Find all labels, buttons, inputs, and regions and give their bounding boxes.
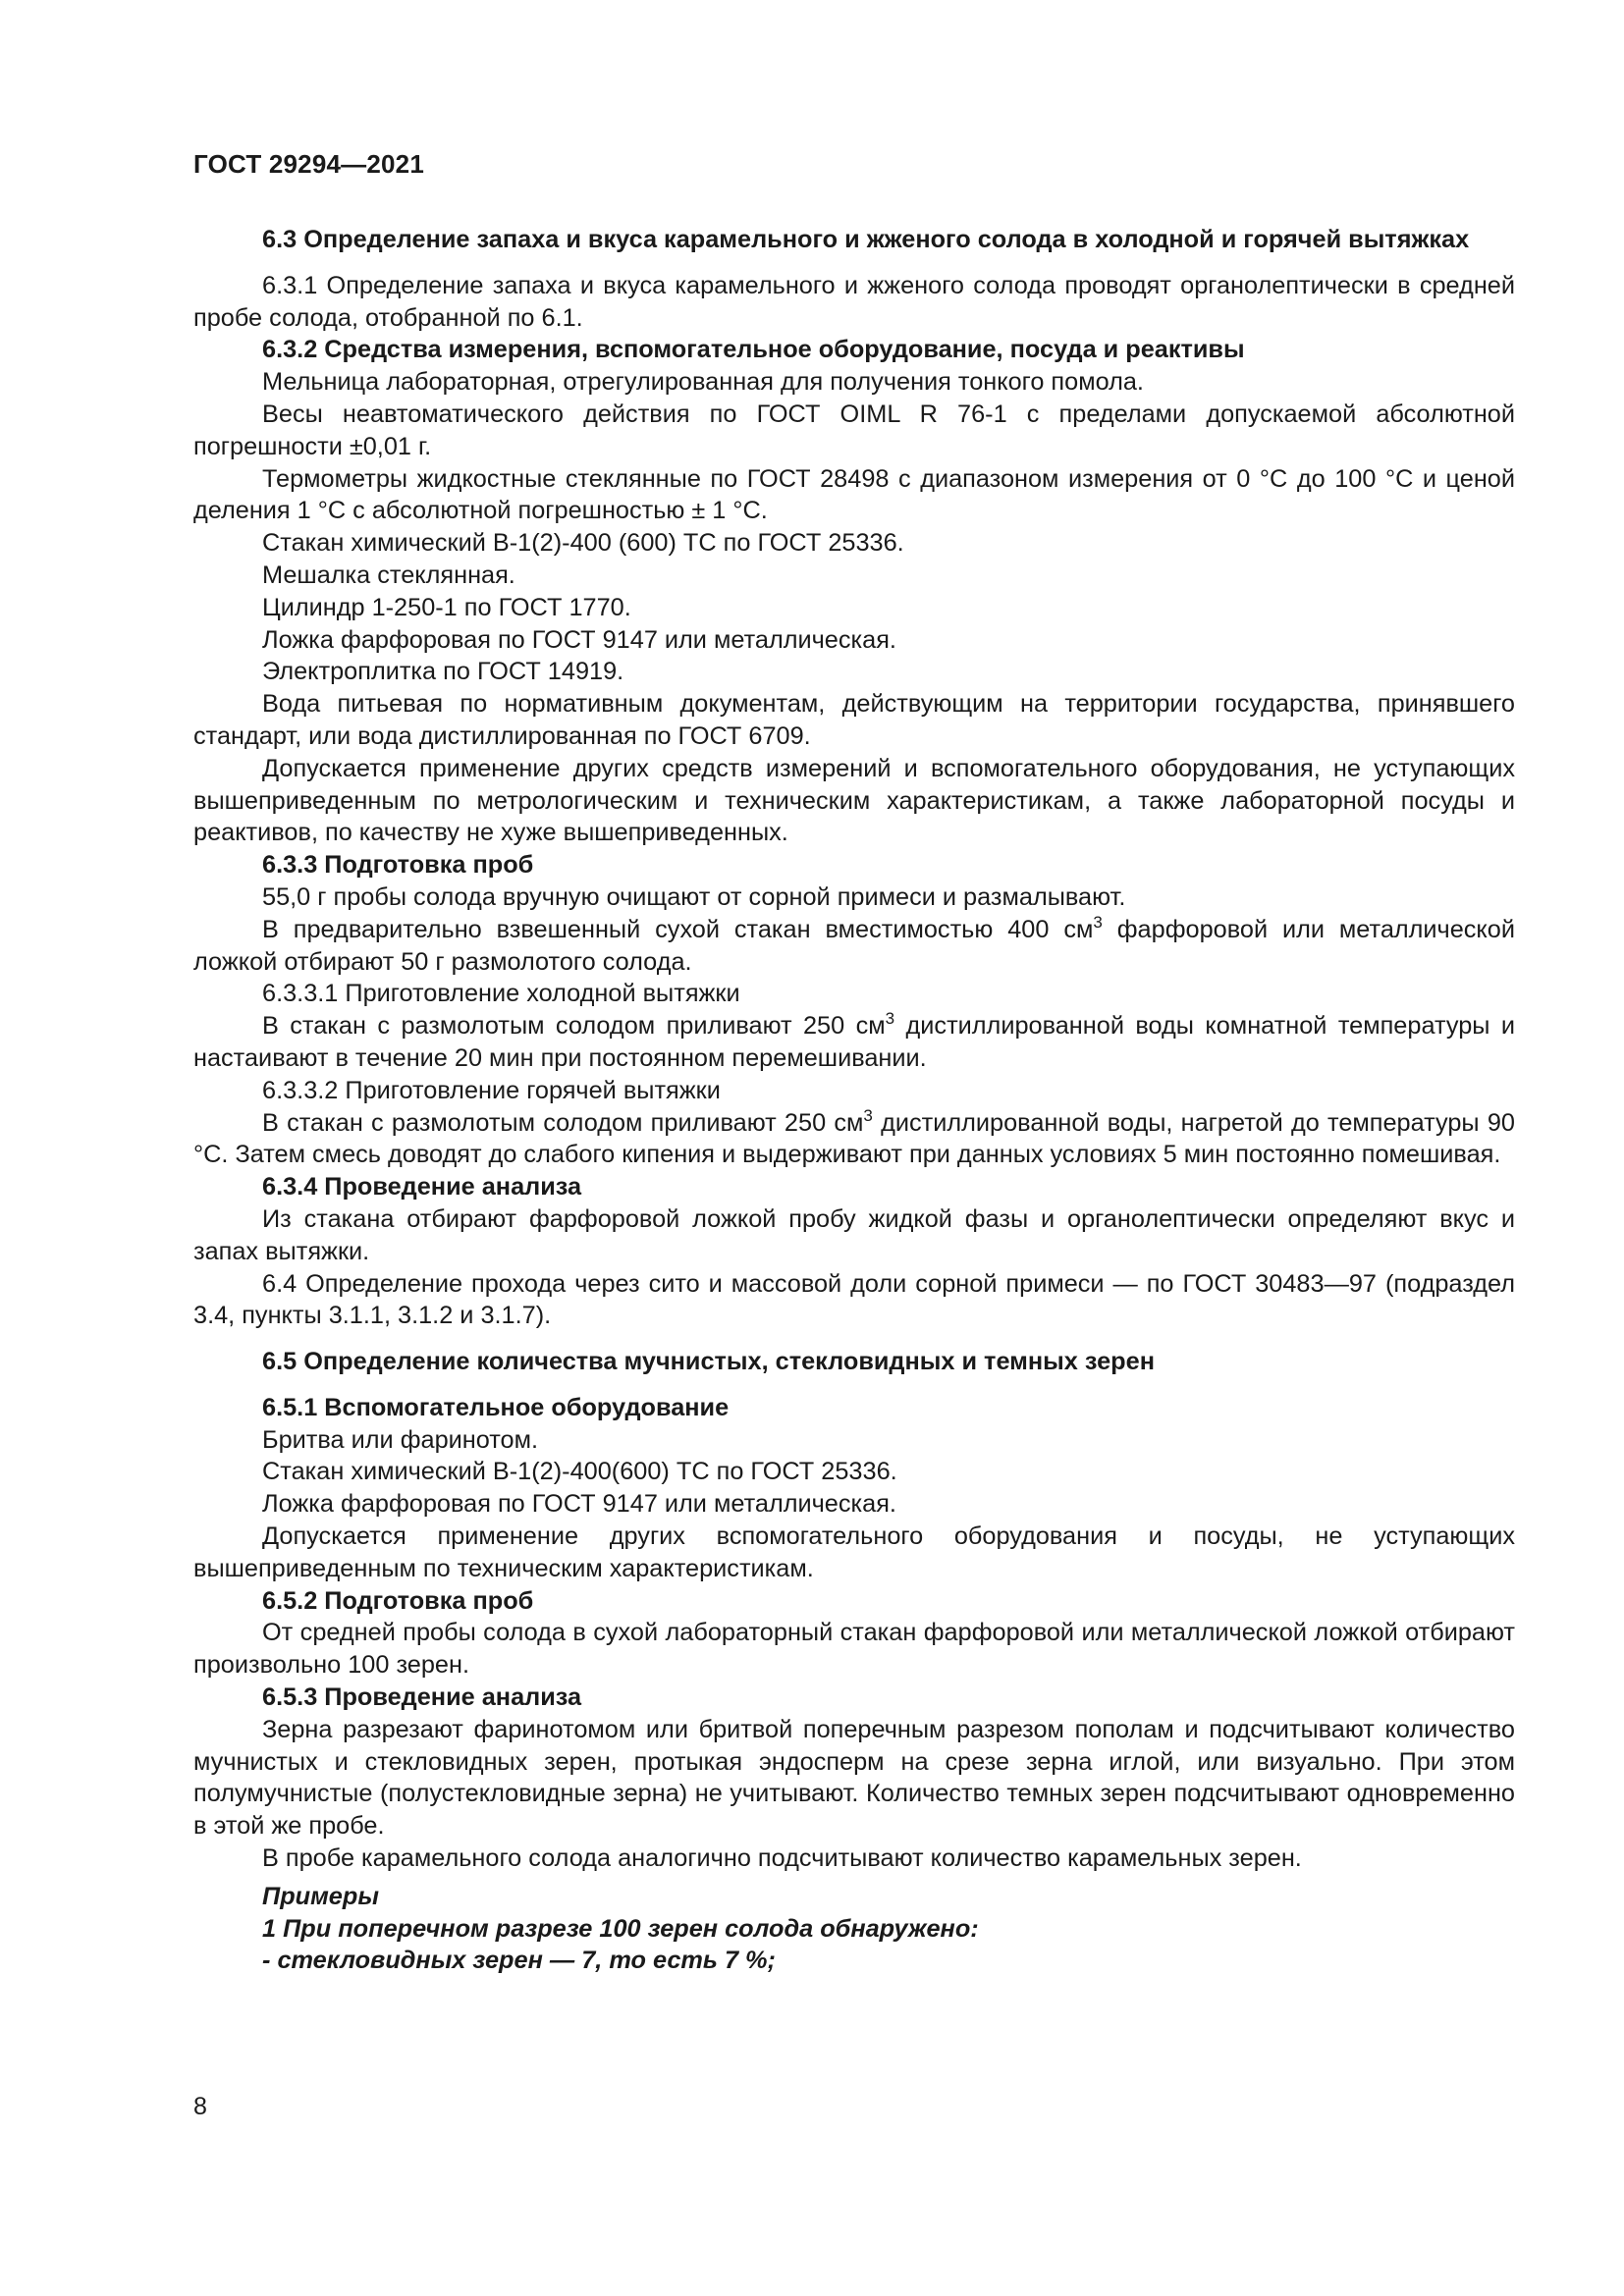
superscript: 3: [863, 1105, 873, 1125]
page-number: 8: [193, 2093, 207, 2120]
subsection-heading-6-3-2: 6.3.2 Средства измерения, вспомогательное оборудование, посуда и реактивы: [262, 336, 1245, 364]
equipment-item: Стакан химический В-1(2)-400 (600) ТС по ГОСТ 25336.: [262, 529, 904, 558]
equipment-item: Мешалка стеклянная.: [262, 561, 515, 589]
paragraph-prep-1: 55,0 г пробы солода вручную очищают от сорной примеси и размалывают.: [262, 882, 1126, 911]
equipment-item: Вода питьевая по нормативным документам, действующим на территории государства, принявшего стандарт, или вода дистиллированная по ГОСТ 6709.: [193, 690, 1515, 750]
aux-note: Допускается применение других вспомогательного оборудования и посуды, не уступающих вышеприведенным по техническим характеристикам.: [193, 1522, 1515, 1582]
equipment-item: Мельница лабораторная, отрегулированная для получения тонкого помола.: [262, 368, 1144, 397]
aux-item: Ложка фарфоровая по ГОСТ 9147 или металлическая.: [262, 1490, 896, 1519]
equipment-item: Ложка фарфоровая по ГОСТ 9147 или металлическая.: [262, 625, 896, 654]
paragraph-6-3-3-1: 6.3.3.1 Приготовление холодной вытяжки: [262, 980, 740, 1008]
paragraph-hot: В стакан с размолотым солодом приливают 250 $см^3$ дистиллированной воды, нагретой до температуры 90 °С. Затем смесь доводят до слабого кипения и выдерживают при данных условиях 5 мин постоянно помешивая.: [193, 1105, 1515, 1169]
paragraph-6-4: 6.4 Определение прохода через сито и массовой доли сорной примеси — по ГОСТ 30483—97 (подраздел 3.4, пункты 3.1.1, 3.1.2 и 3.1.7).: [193, 1269, 1515, 1330]
aux-item: Бритва или фаринотом.: [262, 1425, 539, 1454]
section-heading-6-3: 6.3 Определение запаха и вкуса карамельного и жженого солода в холодной и горячей вытяжках: [262, 226, 1470, 253]
subsection-heading-6-3-3: 6.3.3 Подготовка проб: [262, 851, 534, 880]
paragraph-cold: В стакан с размолотым солодом приливают 250 $см^3$ дистиллированной воды комнатной температуры и настаивают в течение 20 мин при постоянном перемешивании.: [193, 1009, 1515, 1072]
equipment-item: Электроплитка по ГОСТ 14919.: [262, 658, 624, 686]
equipment-item: Термометры жидкостные стеклянные по ГОСТ 28498 с диапазоном измерения от 0 °С до 100 °С и ценой деления 1 °С с абсолютной погрешностью ± 1 °С.: [193, 464, 1515, 525]
equipment-item: Цилиндр 1-250-1 по ГОСТ 1770.: [262, 593, 631, 621]
paragraph-analysis: Из стакана отбирают фарфоровой ложкой пробу жидкой фазы и органолептически определяют вкус и запах вытяжки.: [193, 1204, 1515, 1265]
paragraph-analysis2: Зерна разрезают фаринотомом или бритвой поперечным разрезом пополам и подсчитывают количество мучнистых и стекловидных зерен, протыкая эндосперм на срезе зерна иглой, или визуально. При этом полумучнистые (полустекловидные зерна) не учитывают. Количество темных зерен подсчитывают одновременно в этой же пробе.: [193, 1715, 1515, 1841]
example-line: 1 При поперечном разрезе 100 зерен солода обнаружено:: [262, 1914, 979, 1943]
paragraph-6-3-3-2: 6.3.3.2 Приготовление горячей вытяжки: [262, 1076, 721, 1104]
superscript: 3: [1093, 912, 1103, 932]
paragraph-prep2: От средней пробы солода в сухой лабораторный стакан фарфоровой или металлической ложкой отбирают произвольно 100 зерен.: [193, 1619, 1515, 1680]
equipment-note: Допускается применение других средств измерений и вспомогательного оборудования, не уступающих вышеприведенным по метрологическим и техническим характеристикам, а также лабораторной посуды и реактивов, по качеству не хуже вышеприведенных.: [193, 754, 1515, 847]
subsection-heading-6-5-3: 6.5.3 Проведение анализа: [262, 1683, 582, 1712]
subsection-heading-6-3-4: 6.3.4 Проведение анализа: [262, 1173, 582, 1201]
document-body: [193, 224, 1515, 1977]
aux-item: Стакан химический В-1(2)-400(600) ТС по ГОСТ 25336.: [262, 1458, 897, 1486]
subsection-heading-6-5-1: 6.5.1 Вспомогательное оборудование: [262, 1393, 730, 1421]
examples-title: Примеры: [262, 1882, 379, 1910]
example-line: - стекловидных зерен — 7, то есть 7 %;: [262, 1947, 776, 1975]
paragraph-6-3-1: 6.3.1 Определение запаха и вкуса карамельного и жженого солода проводят органолептически в средней пробе солода, отобранной по 6.1.: [193, 271, 1515, 332]
paragraph-caramel: В пробе карамельного солода аналогично подсчитывают количество карамельных зерен.: [262, 1844, 1302, 1873]
document-header: ГОСТ 29294—2021: [193, 149, 424, 179]
paragraph-prep-2: В предварительно взвешенный сухой стакан вместимостью 400 $см^3$ фарфоровой или металлической ложкой отбирают 50 г размолотого солода.: [193, 912, 1515, 976]
subsection-heading-6-5-2: 6.5.2 Подготовка проб: [262, 1586, 534, 1615]
equipment-item: Весы неавтоматического действия по ГОСТ OIML R 76-1 с пределами допускаемой абсолютной погрешности ±0,01 г.: [193, 400, 1515, 460]
section-heading-6-5: 6.5 Определение количества мучнистых, стекловидных и темных зерен: [262, 1348, 1155, 1376]
superscript: 3: [885, 1009, 895, 1029]
